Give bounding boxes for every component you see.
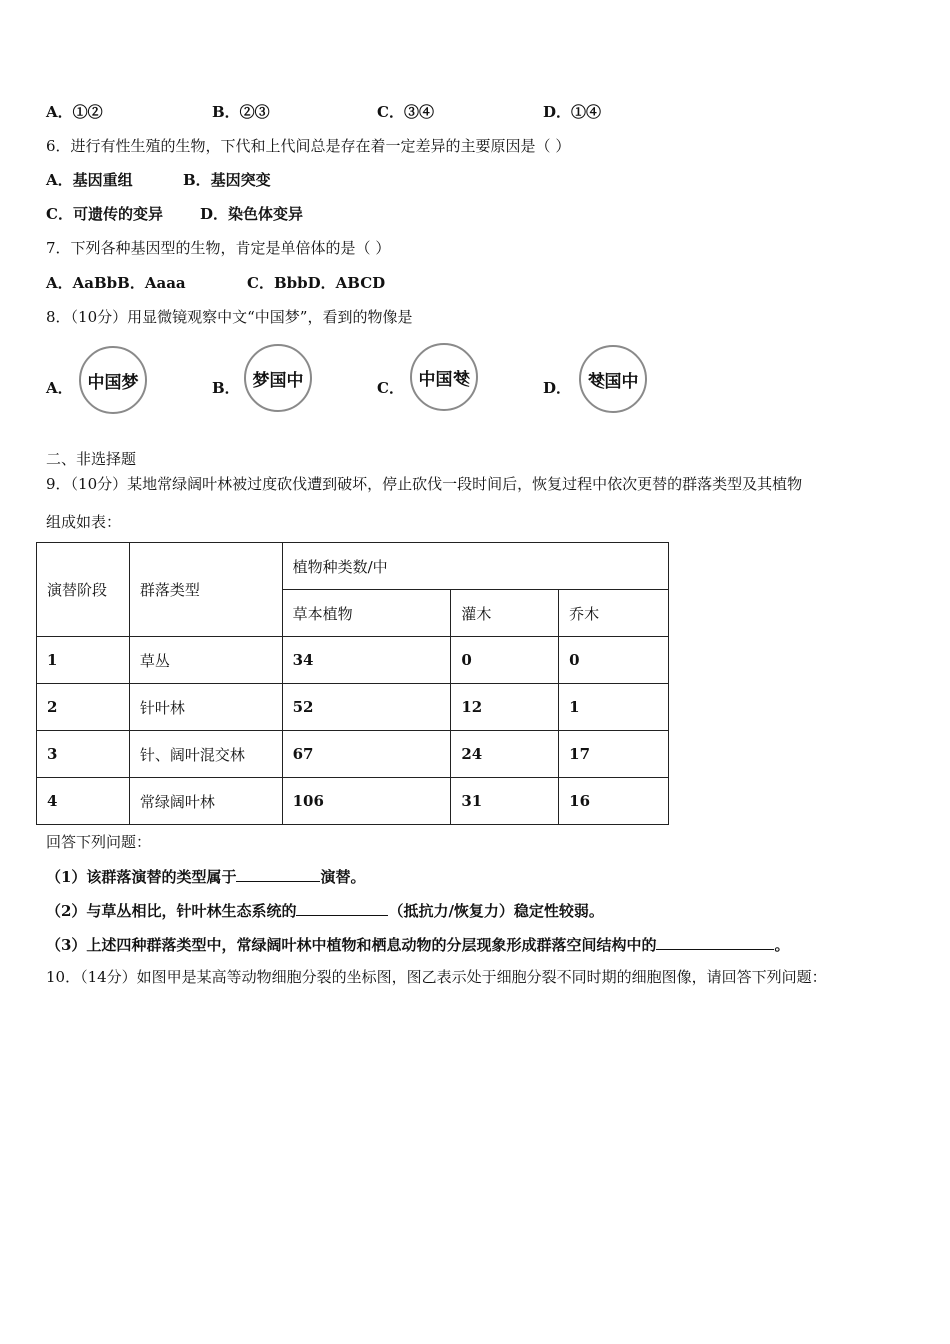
q8-option-a-label: A．: [46, 379, 73, 397]
q8-option-d-text: 国中: [604, 371, 639, 392]
table-row: [37, 684, 669, 731]
answer-blank-1[interactable]: [236, 865, 320, 882]
q8-option-d-image: [579, 345, 647, 413]
q5-option-b: B．②③: [212, 103, 270, 121]
cell-tree: 16: [559, 778, 669, 825]
cell-shrub: 12: [451, 684, 559, 731]
answer-blank-3[interactable]: [656, 933, 774, 950]
q5-option-d: D．①④: [543, 103, 602, 121]
cell-stage: 4: [37, 778, 130, 825]
q5-option-a: A．①②: [46, 103, 103, 121]
section-heading: 二、非选择题: [46, 450, 137, 468]
q8-option-c-image: [410, 343, 478, 411]
header-tree: 乔木: [559, 590, 669, 637]
q7-stem: 7．下列各种基因型的生物，肯定是单倍体的是（ ）: [46, 239, 391, 257]
q6-stem: 6．进行有性生殖的生物，下代和上代间总是存在着一定差异的主要原因是（ ）: [46, 137, 571, 155]
q6-option-c: C．可遗传的变异: [46, 205, 163, 223]
q6-option-d: D．染色体变异: [200, 205, 304, 223]
cell-stage: 3: [37, 731, 130, 778]
cell-herb: 106: [282, 778, 451, 825]
succession-table: [36, 542, 669, 825]
q5-option-c: C．③④: [377, 103, 434, 121]
cell-type: 草丛: [129, 637, 282, 684]
q8-stem: 8．（10分）用显微镜观察中文“中国梦”，看到的物像是: [46, 308, 413, 326]
q9-part1-pre: （1）该群落演替的类型属于: [46, 868, 237, 886]
header-herb: 草本植物: [282, 590, 451, 637]
q8-option-d-label: D．: [543, 379, 572, 397]
cell-herb: 67: [282, 731, 451, 778]
q7-options-cd: C．BbbD．ABCD: [247, 274, 386, 292]
q8-option-b-label: B．: [212, 379, 240, 397]
cell-herb: 34: [282, 637, 451, 684]
q9-part2: [46, 899, 604, 921]
q8-option-a-text: 中国梦: [87, 372, 139, 393]
q9-part3: [46, 933, 789, 955]
answer-intro: 回答下列问题：: [46, 833, 152, 851]
q8-option-c-text: 中国: [418, 369, 453, 390]
table-row: [37, 731, 669, 778]
q8-option-b-text: 梦国中: [252, 370, 304, 391]
q6-option-a: A．基因重组: [46, 171, 133, 189]
q7-options-ab: A．AaBbB．Aaaa: [46, 274, 186, 292]
cell-tree: 17: [559, 731, 669, 778]
header-community-type: 群落类型: [129, 543, 282, 637]
q9-part1: [46, 865, 365, 887]
table-row: [37, 778, 669, 825]
q9-part2-post: （抵抗力/恢复力）稳定性较弱。: [388, 902, 604, 920]
q6-option-b: B．基因突变: [183, 171, 271, 189]
cell-tree: 1: [559, 684, 669, 731]
cell-stage: 2: [37, 684, 130, 731]
cell-type: 针叶林: [129, 684, 282, 731]
header-species-count: 植物种类数/中: [282, 543, 668, 590]
header-shrub: 灌木: [451, 590, 559, 637]
cell-herb: 52: [282, 684, 451, 731]
q8-option-c-mirrored-char: 梦: [452, 369, 470, 390]
cell-type: 常绿阔叶林: [129, 778, 282, 825]
cell-shrub: 24: [451, 731, 559, 778]
q8-option-a-image: [79, 346, 147, 414]
q8-option-b-image: [244, 344, 312, 412]
q9-stem-line2: 组成如表：: [46, 513, 122, 531]
q9-stem-line1: 9．（10分）某地常绿阔叶林被过度砍伐遭到破坏，停止砍伐一段时间后，恢复过程中依次更替的群落类型及其植物: [46, 475, 803, 493]
q9-part2-pre: （2）与草丛相比，针叶林生态系统的: [46, 902, 297, 920]
q8-option-c-label: C．: [377, 379, 404, 397]
q8-option-d-mirrored-char: 梦: [587, 371, 605, 392]
q10-stem: 10．（14分）如图甲是某高等动物细胞分裂的坐标图，图乙表示处于细胞分裂不同时期的细胞图像，请回答下列问题：: [46, 968, 827, 986]
q9-part3-pre: （3）上述四种群落类型中，常绿阔叶林中植物和栖息动物的分层现象形成群落空间结构中的: [46, 936, 657, 954]
cell-shrub: 0: [451, 637, 559, 684]
answer-blank-2[interactable]: [296, 899, 388, 916]
q9-part1-post: 演替。: [320, 868, 366, 886]
header-stage: 演替阶段: [37, 543, 130, 637]
cell-shrub: 31: [451, 778, 559, 825]
q9-part3-post: 。: [774, 936, 790, 954]
cell-stage: 1: [37, 637, 130, 684]
table-row: [37, 637, 669, 684]
cell-tree: 0: [559, 637, 669, 684]
cell-type: 针、阔叶混交林: [129, 731, 282, 778]
